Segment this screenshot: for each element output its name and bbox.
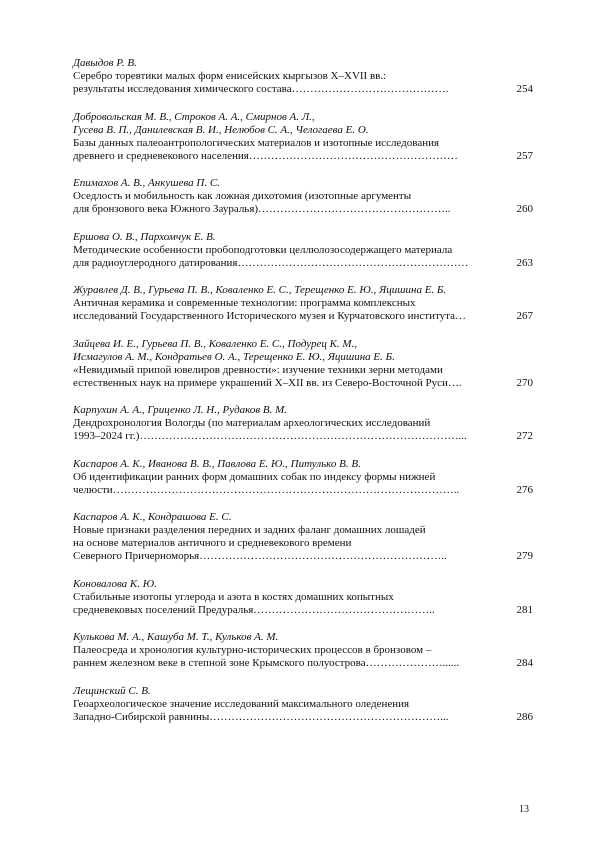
entry-title: для радиоуглеродного датирования………………………………………………………	[73, 256, 469, 269]
entry-authors: Исмагулов А. М., Кондратьев О. А., Терещенко Е. Ю., Яцишина Е. Б.	[73, 350, 395, 363]
entry-authors: Кулькова М. А., Кашуба М. Т., Кульков А. М.	[73, 631, 279, 643]
toc-entry[interactable]	[73, 111, 533, 163]
toc-entry[interactable]	[73, 404, 533, 443]
entry-authors: Гусева В. П., Данилевская В. И., Нелюбов С. А., Челогаева Е. О.	[73, 123, 369, 136]
entry-title: Стабильные изотопы углерода и азота в костях домашних копытных	[73, 590, 394, 603]
entry-title: для бронзового века Южного Зауралья)……………………………………………..	[73, 203, 451, 215]
entry-authors: Карпухин А. А., Гриценко Л. Н., Рудаков В. М.	[73, 404, 288, 416]
entry-title: Геоархеологическое значение исследований максимального оледенения	[73, 697, 410, 710]
entry-title: Северного Причерноморья…………………………………………………………..	[73, 550, 447, 562]
toc-entry[interactable]	[73, 57, 533, 96]
page-number: 13	[519, 804, 529, 815]
entry-title: древнего и средневекового населения…………………………………………………	[73, 149, 458, 162]
entry-title: Дендрохронология Вологды (по материалам археологических исследований	[73, 417, 431, 429]
entry-authors: Каспаров А. К., Иванова В. В., Павлова Е. Ю., Питулько В. В.	[73, 457, 361, 470]
entry-title: на основе материалов античного и средневекового времени	[73, 537, 352, 549]
entry-authors: Ершова О. В., Пархомчук Е. В.	[73, 230, 216, 243]
entry-title: Западно-Сибирской равнины………………………………………………………...	[73, 710, 449, 723]
entry-authors: Журавлев Д. В., Гурьева П. В., Коваленко Е. С., Терещенко Е. Ю., Яцишина Е. Б.	[73, 284, 447, 296]
entry-title: 1993–2024 гг.)……………………………………………………………………………...	[73, 430, 467, 442]
entry-title: исследований Государственного Исторического музея и Курчатовского института…	[73, 310, 466, 322]
entry-page-number: 272	[516, 430, 533, 442]
entry-page-number: 276	[516, 483, 533, 496]
entry-title: Об идентификации ранних форм домашних собак по индексу формы нижней	[73, 470, 436, 483]
entry-page-number: 270	[516, 376, 533, 389]
toc-entry[interactable]	[73, 338, 533, 390]
toc-entry[interactable]	[73, 511, 533, 563]
entry-authors: Каспаров А. К., Кондрашова Е. С.	[73, 511, 232, 523]
entry-page-number: 260	[516, 203, 533, 215]
toc-entry[interactable]	[73, 177, 533, 216]
entry-page-number: 286	[516, 710, 533, 723]
entry-page-number: 267	[516, 310, 533, 322]
entry-page-number: 254	[516, 83, 533, 95]
entry-title: Серебро торевтики малых форм енисейских кыргызов X–XVII вв.:	[73, 70, 387, 82]
entry-page-number: 279	[516, 550, 533, 562]
entry-authors: Лещинский С. В.	[73, 684, 151, 697]
entry-page-number: 257	[516, 149, 533, 162]
entry-authors: Епимахов А. В., Анкушева П. С.	[73, 177, 220, 189]
entry-page-number: 263	[516, 256, 533, 269]
entry-authors: Давыдов Р. В.	[73, 57, 137, 69]
toc-entry[interactable]	[73, 631, 533, 670]
entry-title: средневековых поселений Предуралья…………………………………………..	[73, 603, 435, 616]
entry-title: Базы данных палеоантропологических материалов и изотопные исследования	[73, 136, 440, 149]
entry-title: Оседлость и мобильность как ложная дихотомия (изотопные аргументы	[73, 190, 412, 202]
entry-title: естественных наук на примере украшений X–XII вв. из Северо-Восточной Руси….	[73, 376, 462, 389]
toc-entry[interactable]	[73, 578, 533, 617]
entry-page-number: 284	[516, 657, 533, 669]
entry-authors: Добровольская М. В., Строков А. А., Смирнов А. Л.,	[73, 110, 315, 123]
table-of-contents	[73, 57, 533, 738]
entry-title: Палеосреда и хронология культурно-исторических процессов в бронзовом –	[73, 644, 432, 656]
toc-entry[interactable]	[73, 231, 533, 270]
entry-authors: Коновалова К. Ю.	[73, 577, 157, 590]
entry-title: Методические особенности пробоподготовки целлюлозосодержащего материала	[73, 243, 453, 256]
entry-title: раннем железном веке в степной зоне Крымского полуострова…………………......	[73, 657, 460, 669]
toc-entry[interactable]	[73, 685, 533, 724]
entry-title: Античная керамика и современные технологии: программа комплексных	[73, 297, 416, 309]
entry-title: «Невидимый припой ювелиров древности»: изучение техники зерни методами	[73, 363, 443, 376]
entry-title: результаты исследования химического состава…………………………………….	[73, 83, 449, 95]
toc-entry[interactable]	[73, 458, 533, 497]
entry-authors: Зайцева И. Е., Гурьева П. В., Коваленко Е. С., Подурец К. М.,	[73, 337, 358, 350]
entry-title: Новые признаки разделения передних и задних фаланг домашних лошадей	[73, 524, 426, 536]
toc-entry[interactable]	[73, 284, 533, 323]
entry-page-number: 281	[516, 603, 533, 616]
entry-title: челюсти…………………………………………………………………………………..	[73, 483, 460, 496]
